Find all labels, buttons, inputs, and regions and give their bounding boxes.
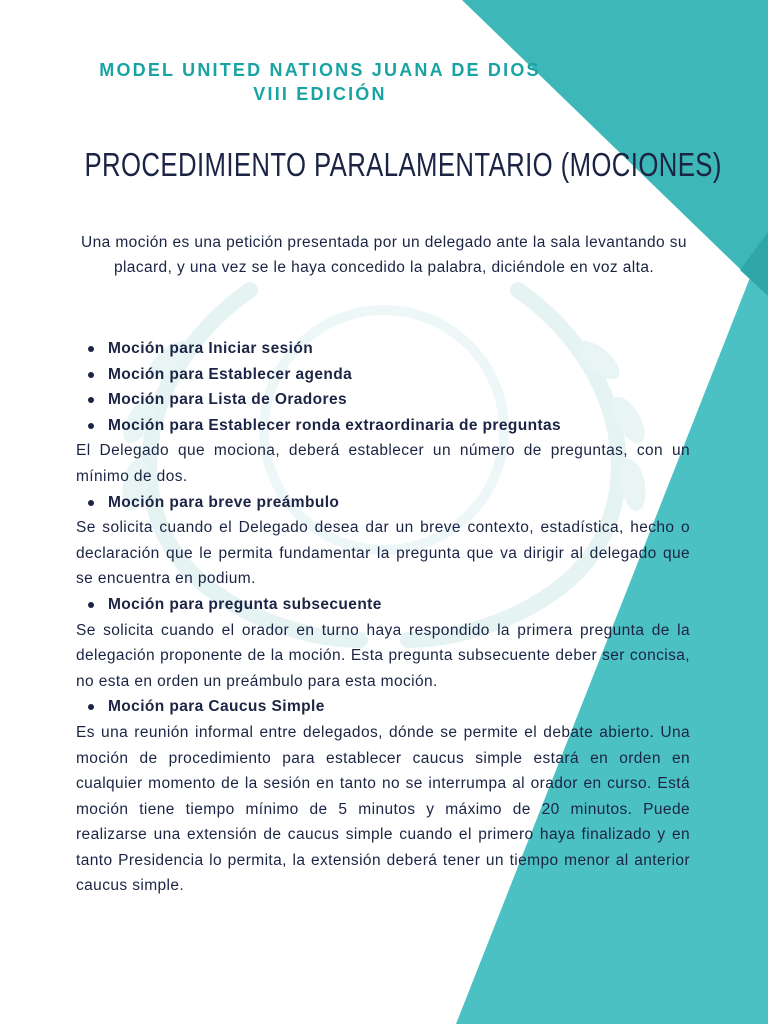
org-name: MODEL UNITED NATIONS JUANA DE DIOS xyxy=(99,60,541,80)
bullet-icon xyxy=(88,704,94,710)
motion-description: El Delegado que mociona, deberá establecer un número de preguntas, con un mínimo de dos. xyxy=(76,442,690,485)
motion-description: Es una reunión informal entre delegados, dónde se permite el debate abierto. Una moción de procedimiento para establecer caucus simple estará en orden en cualquier momento de la sesión en tanto no se interrumpa al orador en curso. Está moción tiene tiempo mínimo de 5 minutos y máximo de 20 minutos. Puede realizarse una extensión de caucus simple cuando el primero haya finalizado y en tanto Presidencia lo permita, la extensión deberá tener un tiempo menor al anterior caucus simple. xyxy=(76,723,690,895)
motions-list xyxy=(76,336,690,899)
motion-item xyxy=(76,490,690,516)
bullet-icon xyxy=(88,602,94,608)
edition-label: VIII EDICIÓN xyxy=(253,84,387,104)
motion-item xyxy=(76,336,690,362)
intro-paragraph: Una moción es una petición presentada por un delegado ante la sala levantando su placard, y una vez se le haya concedido la palabra, diciéndole en voz alta. xyxy=(81,234,687,276)
bullet-icon xyxy=(88,372,94,378)
motion-description: Se solicita cuando el Delegado desea dar un breve contexto, estadística, hecho o declaración que le permita fundamentar la pregunta que va dirigir al delegado que se encuentra en podium. xyxy=(76,519,690,588)
bullet-icon xyxy=(88,346,94,352)
motion-item xyxy=(76,592,690,618)
motion-item xyxy=(76,362,690,388)
motion-label: Moción para Caucus Simple xyxy=(108,698,325,716)
bullet-icon xyxy=(88,423,94,429)
bullet-icon xyxy=(88,397,94,403)
bullet-icon xyxy=(88,500,94,506)
motion-item xyxy=(76,413,690,439)
motion-item xyxy=(76,387,690,413)
motion-label: Moción para Establecer agenda xyxy=(108,365,353,383)
motion-label: Moción para Lista de Oradores xyxy=(108,391,347,409)
motion-label: Moción para Establecer ronda extraordinaria de preguntas xyxy=(108,416,562,434)
page-title: PROCEDIMIENTO PARALAMENTARIO (MOCIONES) xyxy=(84,146,722,183)
motion-description: Se solicita cuando el orador en turno haya respondido la primera pregunta de la delegación proponente de la moción. Esta pregunta subsecuente deber ser concisa, no esta en orden un preámbulo para esta moción. xyxy=(76,621,690,690)
motion-label: Moción para Iniciar sesión xyxy=(108,340,314,357)
motion-item xyxy=(76,694,690,720)
motion-label: Moción para breve preámbulo xyxy=(108,493,340,511)
motion-label: Moción para pregunta subsecuente xyxy=(108,595,382,613)
